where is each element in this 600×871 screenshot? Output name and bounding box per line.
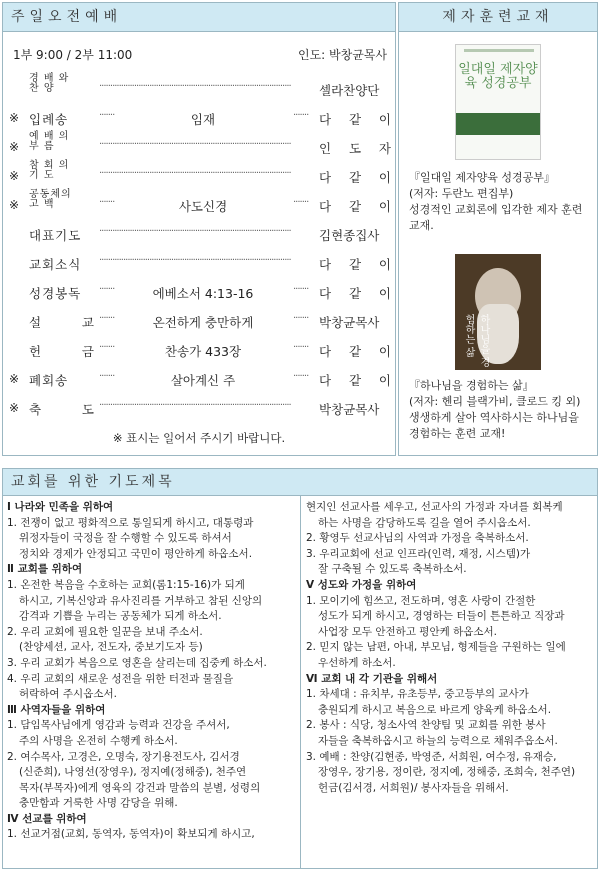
prayer-line: 사업장 모두 안전하고 평안케 하옵소서. — [318, 625, 497, 638]
book2-blurb-end: 경험하는 훈련 교재! — [409, 427, 506, 440]
order-leader: 다 같 이 — [319, 373, 391, 388]
prayer-section-heading: Ⅳ 선교를 위하여 — [7, 812, 87, 825]
order-label: 헌 금 — [29, 344, 95, 359]
order-label-bottom: 고 백 — [29, 199, 55, 210]
dot-leader: ························································································ — [99, 226, 291, 237]
book2-description — [409, 378, 594, 442]
standing-note: ※ 표시는 일어서 주시기 바랍니다. — [112, 431, 286, 445]
prayer-line: 주의 사명을 온전히 수행케 하소서. — [19, 734, 178, 747]
book2-blurb: 생생하게 살아 역사하시는 하나님을 — [409, 411, 579, 424]
order-row — [3, 341, 395, 361]
book1-blurb-end: 교재. — [409, 219, 434, 232]
prayer-line: 3. 우리 교회가 복음으로 영혼을 살리는데 집중케 하소서. — [7, 656, 267, 669]
prayer-line: 하시고, 기복신앙과 유사진리를 거부하고 참된 신앙의 — [19, 594, 263, 607]
books-header — [398, 2, 598, 32]
book-cover-2 — [455, 254, 541, 370]
order-row — [3, 73, 395, 100]
prayer-line: 잘 구축될 수 있도록 축복하소서. — [318, 563, 467, 576]
prayer-line: 2. 여수목사, 고경은, 오명숙, 장기용전도사, 김서경 — [7, 750, 240, 763]
prayer-line: 현지인 선교사를 세우고, 선교사의 가정과 자녀를 회복케 — [306, 501, 563, 513]
books-header-title: 제자훈련교재 — [442, 9, 554, 25]
column-divider — [300, 496, 301, 868]
dot-leader: ······· — [293, 110, 309, 121]
order-row — [3, 399, 395, 419]
prayer-line: 허락하여 주시옵소서. — [19, 688, 117, 701]
prayer-line: 자들을 축복하옵시고 하늘의 능력으로 채워주옵소서. — [318, 734, 558, 747]
order-label: 설 교 — [29, 315, 95, 330]
order-row — [3, 312, 395, 332]
prayer-line: 충원되게 하시고 복음으로 바르게 양육케 하옵소서. — [318, 703, 552, 716]
order-label: 교회소식 — [29, 257, 82, 272]
prayer-line: 1. 선교거점(교회, 동역자, 동역자)이 확보되게 하시고, — [7, 828, 255, 841]
prayer-line: 1. 차세대 : 유치부, 유초등부, 중고등부의 교사가 — [306, 688, 529, 701]
dot-leader: ······· — [293, 342, 309, 353]
order-content: 에베소서 4:13-16 — [152, 286, 254, 301]
order-leader: 박창균목사 — [319, 315, 380, 330]
dot-leader: ······· — [99, 110, 115, 121]
prayer-line: 3. 우리교회에 선교 인프라(인력, 재정, 시스템)가 — [306, 547, 531, 560]
order-row — [3, 370, 395, 390]
prayer-line: 4. 우리 교회의 새로운 성전을 위한 터전과 물질을 — [7, 672, 234, 685]
order-label-stacked — [29, 74, 69, 94]
order-row — [3, 131, 395, 158]
prayer-line: 위정자들이 국정을 잘 수행할 수 있도록 하셔서 — [19, 532, 232, 545]
prayer-section-heading: Ⅱ 교회를 위하여 — [7, 563, 83, 576]
order-leader: 김현종집사 — [319, 228, 380, 243]
order-content: 찬송가 433장 — [164, 344, 242, 359]
dot-leader: ························································································ — [99, 81, 291, 92]
prayer-line: 3. 예배 : 찬양(김현종, 박영준, 서희원, 여수정, 유재승, — [306, 750, 557, 763]
order-label-stacked — [29, 132, 69, 152]
prayer-line: 1. 전쟁이 없고 평화적으로 통일되게 하시고, 대통령과 — [7, 516, 254, 529]
dot-leader: ······· — [99, 313, 115, 324]
order-content: 온전하게 충만하게 — [152, 315, 254, 330]
book1-title: 『일대일 제자양육 성경공부』 — [409, 171, 555, 184]
stand-mark: ※ — [9, 198, 20, 212]
order-row — [3, 109, 395, 129]
cover-title-2: 하나님을 경험하는 삶 — [463, 314, 489, 368]
prayer-line: 2. 믿지 않는 남편, 아내, 부모님, 형제들을 구원하는 일에 — [306, 641, 566, 654]
prayer-line: 정치와 경제가 안정되고 국민이 평안하게 하옵소서. — [19, 547, 253, 560]
order-leader: 셀라찬양단 — [319, 83, 380, 98]
prayer-line: 헌금(김서경, 서희원)/ 봉사자들을 위해서. — [318, 781, 509, 794]
order-label-bottom: 기 도 — [29, 170, 55, 181]
dot-leader: ························································································ — [99, 255, 291, 266]
order-label: 대표기도 — [29, 228, 82, 243]
prayer-section-heading: Ⅰ 나라와 민족을 위하여 — [7, 501, 114, 513]
order-label: 폐회송 — [29, 373, 69, 388]
prayer-line: (신준희), 나영선(장영우), 정지예(정해중), 천주연 — [19, 766, 247, 779]
worship-header — [2, 2, 396, 32]
prayer-section-heading: Ⅲ 사역자들을 위하여 — [7, 703, 106, 716]
order-row — [3, 254, 395, 274]
order-leader: 다 같 이 — [319, 170, 391, 185]
order-leader: 다 같 이 — [319, 344, 391, 359]
prayer-section-heading: Ⅴ 성도와 가정을 위하여 — [306, 578, 417, 591]
order-leader: 다 같 이 — [319, 112, 391, 127]
prayer-line: 우선하게 하소서. — [318, 656, 396, 669]
book1-author: (저자: 두란노 편집부) — [409, 187, 514, 200]
books-panel — [398, 32, 598, 456]
prayer-line: 목자(부목자)에게 영육의 강건과 말씀의 분별, 성령의 — [19, 781, 261, 794]
order-label: 성경봉독 — [29, 286, 82, 301]
stand-mark: ※ — [9, 372, 20, 386]
dot-leader: ······· — [99, 371, 115, 382]
book1-description — [409, 170, 594, 234]
order-leader: 다 같 이 — [319, 257, 391, 272]
service-times: 1부 9:00 / 2부 11:00 — [13, 48, 133, 62]
order-leader: 인 도 자 — [319, 141, 391, 156]
order-content: 사도신경 — [178, 199, 228, 214]
stand-mark: ※ — [9, 169, 20, 183]
order-label-top: 참 회 의 — [29, 160, 70, 171]
dot-leader: ······· — [293, 197, 309, 208]
order-row — [3, 225, 395, 245]
dot-leader: ························································································ — [99, 139, 291, 150]
prayer-column-left — [7, 500, 297, 843]
order-label-bottom: 찬 양 — [29, 83, 55, 94]
order-row — [3, 189, 395, 216]
dot-leader: ······· — [293, 313, 309, 324]
dot-leader: ························································································ — [99, 168, 291, 179]
prayer-line: 2. 봉사 : 식당, 청소사역 찬양팀 및 교회를 위한 봉사 — [306, 719, 546, 732]
dot-leader: ······· — [293, 284, 309, 295]
cover-title-1: 일대일 제자양육 성경공부 — [458, 62, 538, 91]
book-cover-1 — [455, 44, 541, 160]
worship-header-title: 주일오전예배 — [11, 9, 123, 25]
stand-mark: ※ — [9, 140, 20, 154]
prayer-line: (찬양세션, 교사, 전도자, 중보기도자 등) — [19, 641, 203, 654]
order-row — [3, 160, 395, 187]
order-leader: 박창균목사 — [319, 402, 380, 417]
prayer-line: 2. 황영두 선교사님의 사역과 가정을 축복하소서. — [306, 532, 529, 545]
dot-leader: ························································································ — [99, 400, 291, 411]
dot-leader: ······· — [293, 371, 309, 382]
prayer-line: 2. 우리 교회에 필요한 일꾼을 보내 주소서. — [7, 625, 203, 638]
dot-leader: ······· — [99, 342, 115, 353]
prayer-section-heading: Ⅵ 교회 내 각 기관을 위해서 — [306, 672, 438, 685]
order-label-top: 예 배 의 — [29, 131, 70, 142]
order-label-top: 공동체의 — [29, 189, 72, 200]
prayer-header — [2, 468, 598, 496]
prayer-line: 1. 담임목사님에게 영감과 능력과 건강을 주셔서, — [7, 719, 230, 732]
order-content: 임재 — [190, 112, 216, 127]
book1-blurb: 성경적인 교회론에 입각한 제자 훈련 — [409, 203, 583, 216]
dot-leader: ······· — [99, 197, 115, 208]
order-label-stacked — [29, 190, 72, 210]
cover-band — [456, 113, 540, 135]
prayer-line: 장영우, 장기용, 정이란, 정지예, 정해중, 조희숙, 천주연) — [318, 766, 576, 779]
prayer-line: 1. 모이기에 힘쓰고, 전도하며, 영혼 사랑이 간절한 — [306, 594, 536, 607]
worship-order-panel — [2, 32, 396, 456]
dot-leader: ······· — [99, 284, 115, 295]
prayer-column-right — [306, 500, 596, 796]
order-label-stacked — [29, 161, 69, 181]
order-label: 입례송 — [29, 112, 69, 127]
stand-mark: ※ — [9, 111, 20, 125]
order-leader: 다 같 이 — [319, 199, 391, 214]
prayer-line: 감격과 기쁨을 누리는 공동체가 되게 하소서. — [19, 610, 222, 623]
prayer-header-title: 교회를 위한 기도제목 — [11, 474, 175, 490]
order-content: 살아계신 주 — [170, 373, 236, 388]
order-label-top: 경 배 와 — [29, 73, 70, 84]
prayer-line: 1. 온전한 복음을 수호하는 교회(롬1:15-16)가 되게 — [7, 578, 245, 591]
prayer-line: 하는 사명을 감당하도록 길을 열어 주시옵소서. — [318, 516, 531, 529]
prayer-line: 성도가 되게 하시고, 경영하는 터들이 튼튼하고 직장과 — [318, 610, 565, 623]
prayer-line: 충만함과 거룩한 사명 감당을 위해. — [19, 797, 178, 810]
book2-author: (저자: 헨리 블랙가비, 클로드 킹 외) — [409, 395, 581, 408]
order-label-bottom: 부 름 — [29, 141, 55, 152]
prayer-panel — [2, 496, 598, 869]
presider: 인도: 박창균목사 — [297, 48, 387, 62]
order-label: 축 도 — [29, 402, 95, 417]
order-leader: 다 같 이 — [319, 286, 391, 301]
book2-title: 『하나님을 경험하는 삶』 — [409, 379, 534, 392]
order-row — [3, 283, 395, 303]
cover-stripe — [464, 49, 534, 52]
stand-mark: ※ — [9, 401, 20, 415]
